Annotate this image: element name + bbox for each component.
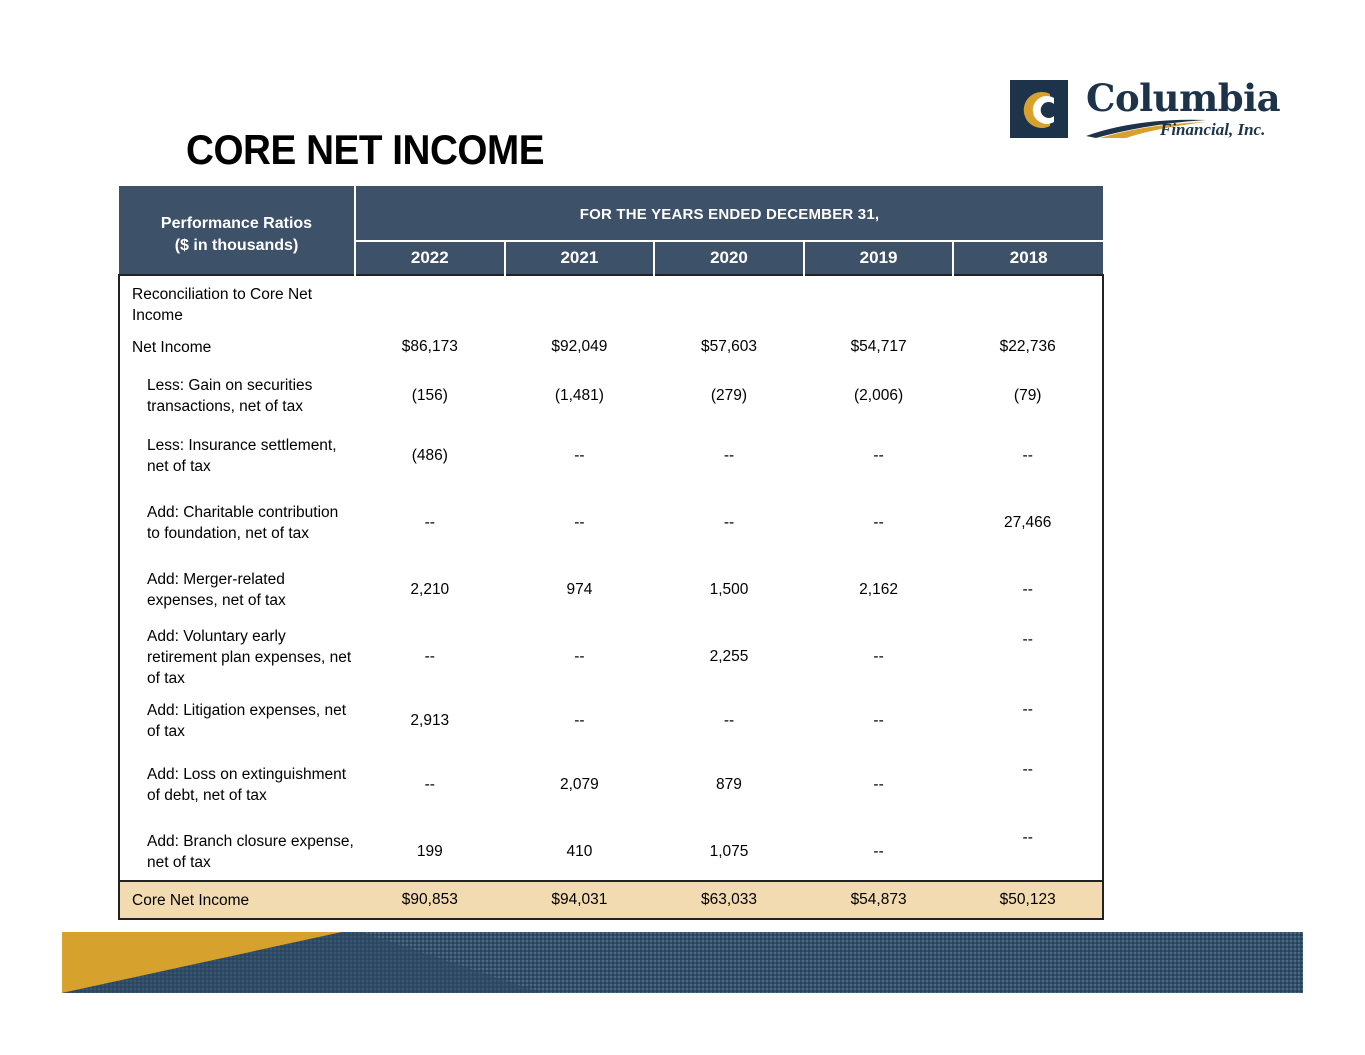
logo-subtitle: Financial, Inc.	[1160, 120, 1266, 139]
row-value: 1,500	[709, 581, 749, 598]
row-value: $57,603	[700, 338, 757, 355]
total-value: $94,031	[505, 881, 655, 919]
row-value: (79)	[1013, 387, 1042, 404]
row-value: $86,173	[401, 338, 458, 355]
row-value: --	[1022, 761, 1033, 778]
row-value: 2,210	[410, 581, 450, 598]
row-value: 2,162	[859, 581, 898, 598]
row-value: --	[574, 648, 585, 665]
row-value: (279)	[710, 387, 748, 404]
row-value: (156)	[411, 387, 448, 404]
total-value: $50,123	[953, 881, 1103, 919]
company-logo	[1010, 76, 1281, 142]
row-value: (486)	[411, 447, 448, 464]
row-value: --	[873, 776, 884, 793]
row-value: --	[1022, 581, 1033, 598]
row-value: --	[424, 648, 435, 665]
core-net-income-table	[118, 186, 1104, 920]
row-value: --	[1022, 829, 1033, 846]
total-label: Core Net Income	[119, 881, 355, 919]
total-value: $54,873	[804, 881, 954, 919]
table-row	[119, 747, 1103, 823]
row-value: --	[873, 842, 884, 860]
row-value: (1,481)	[554, 387, 604, 404]
year-header: 2021	[505, 241, 655, 275]
row-value: 27,466	[1003, 514, 1052, 531]
row-label: Add: Charitable contribution to foundation, net of tax	[147, 504, 339, 542]
row-label: Add: Litigation expenses, net of tax	[147, 702, 347, 740]
row-value: 1,075	[709, 842, 749, 860]
row-value: --	[574, 447, 585, 464]
row-value: 410	[566, 842, 593, 860]
table-row	[119, 329, 1103, 365]
total-value: $63,033	[654, 881, 804, 919]
columbia-logo-icon	[1010, 80, 1068, 138]
row-value: --	[723, 447, 735, 464]
row-value: --	[1022, 701, 1033, 718]
row-value: --	[1022, 631, 1033, 648]
header-label-line2: ($ in thousands)	[174, 237, 299, 254]
row-value: 974	[566, 581, 593, 598]
row-value: --	[873, 447, 884, 464]
logo-name: Columbia	[1086, 76, 1281, 120]
year-header: 2020	[654, 241, 804, 275]
row-value: --	[574, 712, 585, 729]
row-value: --	[873, 514, 884, 531]
row-label: Add: Loss on extinguishment of debt, net of tax	[147, 766, 347, 804]
row-label: Net Income	[132, 338, 212, 356]
row-value: 2,255	[709, 648, 749, 665]
header-label-line1: Performance Ratios	[160, 215, 313, 232]
table-row	[119, 561, 1103, 619]
year-header: 2018	[953, 241, 1103, 275]
table-row	[119, 427, 1103, 485]
year-header: 2019	[804, 241, 954, 275]
row-value: $54,717	[850, 338, 907, 355]
row-label: Reconciliation to Core Net Income	[119, 275, 355, 329]
table-row	[119, 485, 1103, 561]
row-value: 199	[416, 842, 443, 860]
header-group: FOR THE YEARS ENDED DECEMBER 31,	[355, 186, 1103, 241]
row-value: --	[873, 712, 884, 729]
total-row	[119, 881, 1103, 919]
row-value: $22,736	[999, 338, 1056, 355]
page-title: CORE NET INCOME	[186, 126, 545, 173]
header-label	[119, 186, 355, 275]
total-value: $90,853	[355, 881, 505, 919]
row-label: Less: Gain on securities transactions, net of tax	[147, 377, 313, 415]
row-value	[355, 275, 505, 329]
table-row	[119, 695, 1103, 747]
table-row	[119, 823, 1103, 881]
row-value	[953, 275, 1103, 329]
row-value	[804, 275, 954, 329]
row-label: Add: Branch closure expense, net of tax	[147, 832, 354, 871]
row-value: --	[574, 514, 585, 531]
row-value: 2,913	[410, 712, 450, 729]
table-row	[119, 275, 1103, 329]
row-value: $92,049	[551, 338, 608, 355]
table-row	[119, 365, 1103, 427]
row-value: 879	[716, 776, 742, 793]
row-value: --	[1022, 447, 1033, 464]
row-value	[505, 275, 655, 329]
row-label: Add: Merger-related expenses, net of tax	[147, 571, 286, 609]
row-value: --	[723, 514, 735, 531]
table-row	[119, 619, 1103, 695]
year-header: 2022	[355, 241, 505, 275]
row-value: --	[873, 648, 884, 665]
footer-banner	[62, 932, 1303, 993]
row-value: --	[424, 776, 435, 793]
row-value	[654, 275, 804, 329]
row-value: (2,006)	[854, 387, 904, 404]
row-value: 2,079	[559, 776, 599, 793]
row-label: Add: Voluntary early retirement plan expenses, net of tax	[147, 627, 352, 687]
row-value: --	[723, 712, 735, 729]
row-value: --	[424, 514, 435, 531]
row-label: Less: Insurance settlement, net of tax	[147, 437, 337, 475]
